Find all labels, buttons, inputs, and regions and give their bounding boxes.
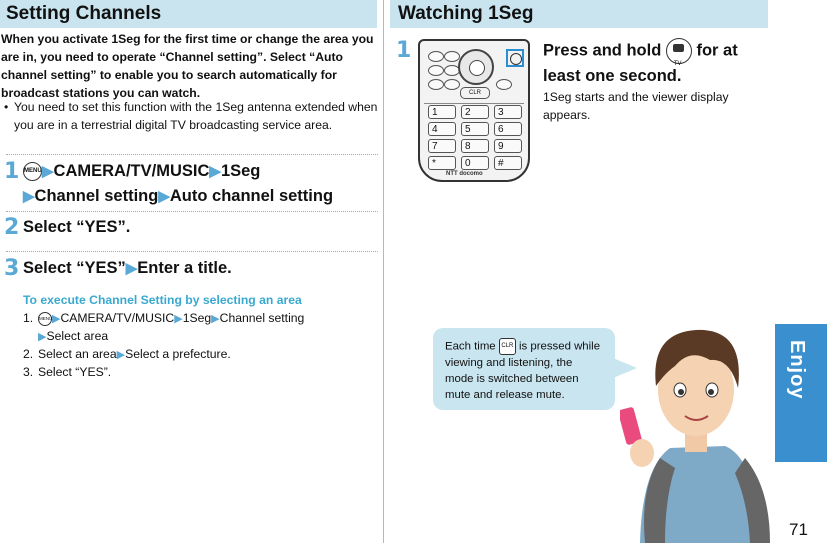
keypad-key: 6 — [494, 122, 522, 136]
list-part: Channel setting — [219, 311, 305, 325]
side-key-icon — [444, 79, 460, 90]
keypad-key: # — [494, 156, 522, 170]
list-item — [23, 364, 373, 381]
phone-top-panel — [424, 43, 524, 104]
bullet-text: You need to set this function with the 1Seg antenna extended when you are in a terrestrial digital TV broadcasting service area. — [14, 100, 378, 132]
side-key-icon — [428, 65, 444, 76]
list-part: 1Seg — [182, 311, 212, 325]
arrow-icon: ▶ — [116, 349, 126, 361]
instruction-part: Press and hold — [543, 41, 662, 60]
dpad-icon — [458, 49, 494, 85]
list-item — [23, 346, 373, 364]
keypad-key: 5 — [461, 122, 489, 136]
subsection-list — [23, 310, 373, 381]
step-part: Enter a title. — [137, 259, 232, 277]
dpad-center-icon — [469, 60, 485, 76]
keypad-key: 3 — [494, 105, 522, 119]
step-number: 2 — [4, 215, 20, 240]
character-illustration — [620, 318, 775, 543]
phone-illustration — [418, 39, 530, 182]
divider — [6, 211, 378, 212]
keypad-key: 8 — [461, 139, 489, 153]
list-part: CAMERA/TV/MUSIC — [60, 311, 175, 325]
bubble-text: is pressed while viewing and listening, the mode is switched between mute and release mute. — [445, 340, 601, 401]
hand-shape — [630, 439, 654, 467]
step-1-text — [23, 159, 375, 209]
instruction-part: for at least one second. — [543, 41, 738, 85]
speech-bubble — [433, 328, 615, 410]
page-number: 71 — [789, 520, 808, 539]
chapter-tab-label: Enjoy — [786, 340, 808, 400]
clr-key-icon: CLR — [499, 338, 516, 355]
menu-key-icon: MENU — [23, 162, 42, 181]
step-number: 3 — [4, 256, 20, 281]
right-pupil-shape — [708, 389, 714, 395]
left-pupil-shape — [678, 389, 684, 395]
keypad-key: 9 — [494, 139, 522, 153]
list-item — [23, 310, 373, 346]
step-part: 1Seg — [220, 162, 261, 180]
section-header-setting-channels: Setting Channels — [0, 0, 377, 28]
bullet-note — [4, 98, 378, 134]
intro-paragraph: When you activate 1Seg for the first time or change the area you are in, you need to operate “Channel setting”. Select “Auto channel setting” to enable you to search automatically for broadcast stations you can watch. — [1, 32, 374, 100]
keypad-key: 2 — [461, 105, 489, 119]
section-header-watching-1seg: Watching 1Seg — [390, 0, 768, 28]
step-2-text: Select “YES”. — [23, 218, 131, 236]
keypad-key: * — [428, 156, 456, 170]
arrow-icon: ▶ — [174, 313, 183, 325]
step-part: CAMERA/TV/MUSIC — [53, 162, 210, 180]
step-instruction — [543, 38, 765, 88]
bullet-dot: • — [4, 100, 9, 114]
phone-brand: NTT docomo — [446, 171, 483, 177]
divider — [6, 251, 378, 252]
divider — [6, 154, 378, 155]
side-key-icon — [428, 79, 444, 90]
keypad-key: 4 — [428, 122, 456, 136]
side-key-icon — [428, 51, 444, 62]
arrow-icon: ▶ — [209, 163, 221, 180]
arrow-icon: ▶ — [158, 188, 170, 205]
list-part: Select area — [46, 329, 109, 343]
step-description: 1Seg starts and the viewer display appears. — [543, 90, 729, 122]
arrow-icon: ▶ — [211, 313, 220, 325]
camera-key-highlight-icon — [506, 49, 524, 67]
side-key-icon — [496, 79, 512, 90]
arrow-icon: ▶ — [52, 313, 61, 325]
menu-key-icon: MENU — [38, 312, 52, 326]
step-part: Channel setting — [34, 187, 159, 205]
arrow-icon: ▶ — [42, 163, 54, 180]
side-key-icon — [444, 51, 460, 62]
list-part: Select a prefecture. — [125, 347, 231, 361]
list-part: Select “YES”. — [38, 365, 112, 379]
step-part: Select “YES” — [23, 259, 126, 277]
list-number: 1. — [23, 311, 34, 325]
keypad-key: 7 — [428, 139, 456, 153]
list-number: 2. — [23, 347, 34, 361]
keypad-key: 0 — [461, 156, 489, 170]
column-divider — [383, 0, 384, 543]
keypad — [428, 105, 524, 170]
step-3-text — [23, 256, 232, 281]
list-number: 3. — [23, 365, 34, 379]
arrow-icon: ▶ — [23, 188, 35, 205]
step-number: 1 — [396, 38, 412, 63]
arrow-icon: ▶ — [125, 260, 138, 277]
bubble-text: Each time — [445, 340, 496, 353]
clr-key-icon: CLR — [460, 87, 490, 99]
step-number: 1 — [4, 159, 20, 184]
camera-tv-key-icon — [666, 38, 692, 64]
list-part: Select an area — [38, 347, 117, 361]
step-part: Auto channel setting — [169, 187, 334, 205]
keypad-key: 1 — [428, 105, 456, 119]
subsection-title: To execute Channel Setting by selecting an area — [23, 293, 302, 307]
arrow-icon: ▶ — [38, 331, 47, 343]
